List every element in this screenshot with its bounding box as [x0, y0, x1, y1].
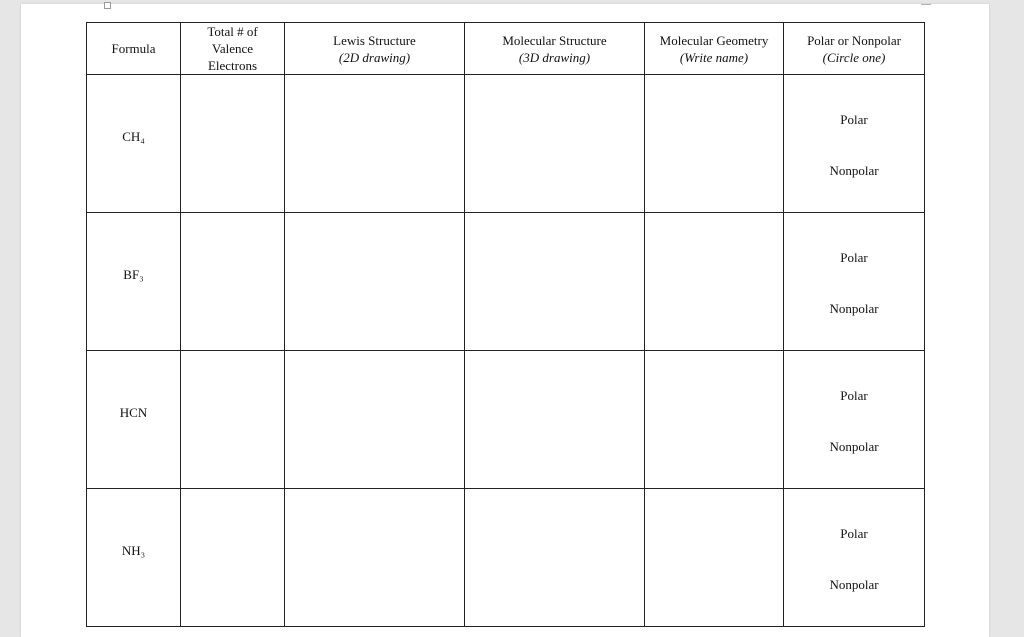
header-formula-label: Formula — [111, 41, 156, 56]
polar-option[interactable]: Polar — [840, 112, 868, 127]
geometry-cell[interactable] — [645, 351, 784, 489]
lewis-cell[interactable] — [285, 75, 465, 213]
header-formula — [87, 23, 181, 75]
table-row — [87, 489, 925, 627]
polarity-cell[interactable] — [784, 213, 925, 351]
formula-cell — [87, 213, 181, 351]
table-row — [87, 213, 925, 351]
header-molecular-sub: (3D drawing) — [518, 49, 591, 65]
molecular-structure-cell[interactable] — [465, 489, 645, 627]
nonpolar-option[interactable]: Nonpolar — [829, 439, 879, 454]
nonpolar-option[interactable]: Nonpolar — [829, 301, 879, 316]
valence-cell[interactable] — [181, 75, 285, 213]
valence-cell[interactable] — [181, 489, 285, 627]
geometry-cell[interactable] — [645, 489, 784, 627]
header-row — [87, 23, 925, 75]
table-row — [87, 351, 925, 489]
nonpolar-option[interactable]: Nonpolar — [829, 577, 879, 592]
formula-text: BF₃ — [123, 267, 144, 282]
formula-text: HCN — [119, 405, 148, 420]
valence-cell[interactable] — [181, 351, 285, 489]
valence-cell[interactable] — [181, 213, 285, 351]
page-corner-mark — [921, 0, 931, 5]
polarity-cell[interactable] — [784, 489, 925, 627]
molecule-worksheet-table — [86, 22, 925, 627]
header-valence-line2: Valence — [211, 41, 254, 56]
header-polar-title: Polar or Nonpolar — [807, 32, 901, 48]
polar-option[interactable]: Polar — [840, 526, 868, 541]
polarity-cell[interactable] — [784, 75, 925, 213]
geometry-cell[interactable] — [645, 75, 784, 213]
header-molecular-structure — [465, 23, 645, 75]
lewis-cell[interactable] — [285, 489, 465, 627]
header-polarity — [784, 23, 925, 75]
header-lewis-sub: (2D drawing) — [338, 49, 411, 65]
table-row — [87, 75, 925, 213]
header-molecular-title: Molecular Structure — [502, 32, 607, 48]
molecular-structure-cell[interactable] — [465, 351, 645, 489]
formula-cell — [87, 351, 181, 489]
formula-text: NH₃ — [121, 543, 146, 558]
header-molecular-geometry — [645, 23, 784, 75]
nonpolar-option[interactable]: Nonpolar — [829, 163, 879, 178]
formula-text: CH₄ — [122, 129, 145, 144]
lewis-cell[interactable] — [285, 213, 465, 351]
polarity-cell[interactable] — [784, 351, 925, 489]
header-geometry-sub: (Write name) — [679, 49, 749, 65]
formula-cell — [87, 489, 181, 627]
polar-option[interactable]: Polar — [840, 388, 868, 403]
header-valence-line1: Total # of — [207, 24, 258, 39]
molecular-structure-cell[interactable] — [465, 75, 645, 213]
header-valence-line3: Electrons — [207, 58, 258, 73]
geometry-cell[interactable] — [645, 213, 784, 351]
header-polar-sub: (Circle one) — [822, 49, 886, 65]
header-geometry-title: Molecular Geometry — [659, 32, 769, 48]
formula-cell — [87, 75, 181, 213]
header-lewis-structure — [285, 23, 465, 75]
table-move-handle[interactable] — [104, 2, 111, 9]
polar-option[interactable]: Polar — [840, 250, 868, 265]
header-valence-electrons — [181, 23, 285, 75]
lewis-cell[interactable] — [285, 351, 465, 489]
header-lewis-title: Lewis Structure — [333, 32, 416, 48]
molecular-structure-cell[interactable] — [465, 213, 645, 351]
